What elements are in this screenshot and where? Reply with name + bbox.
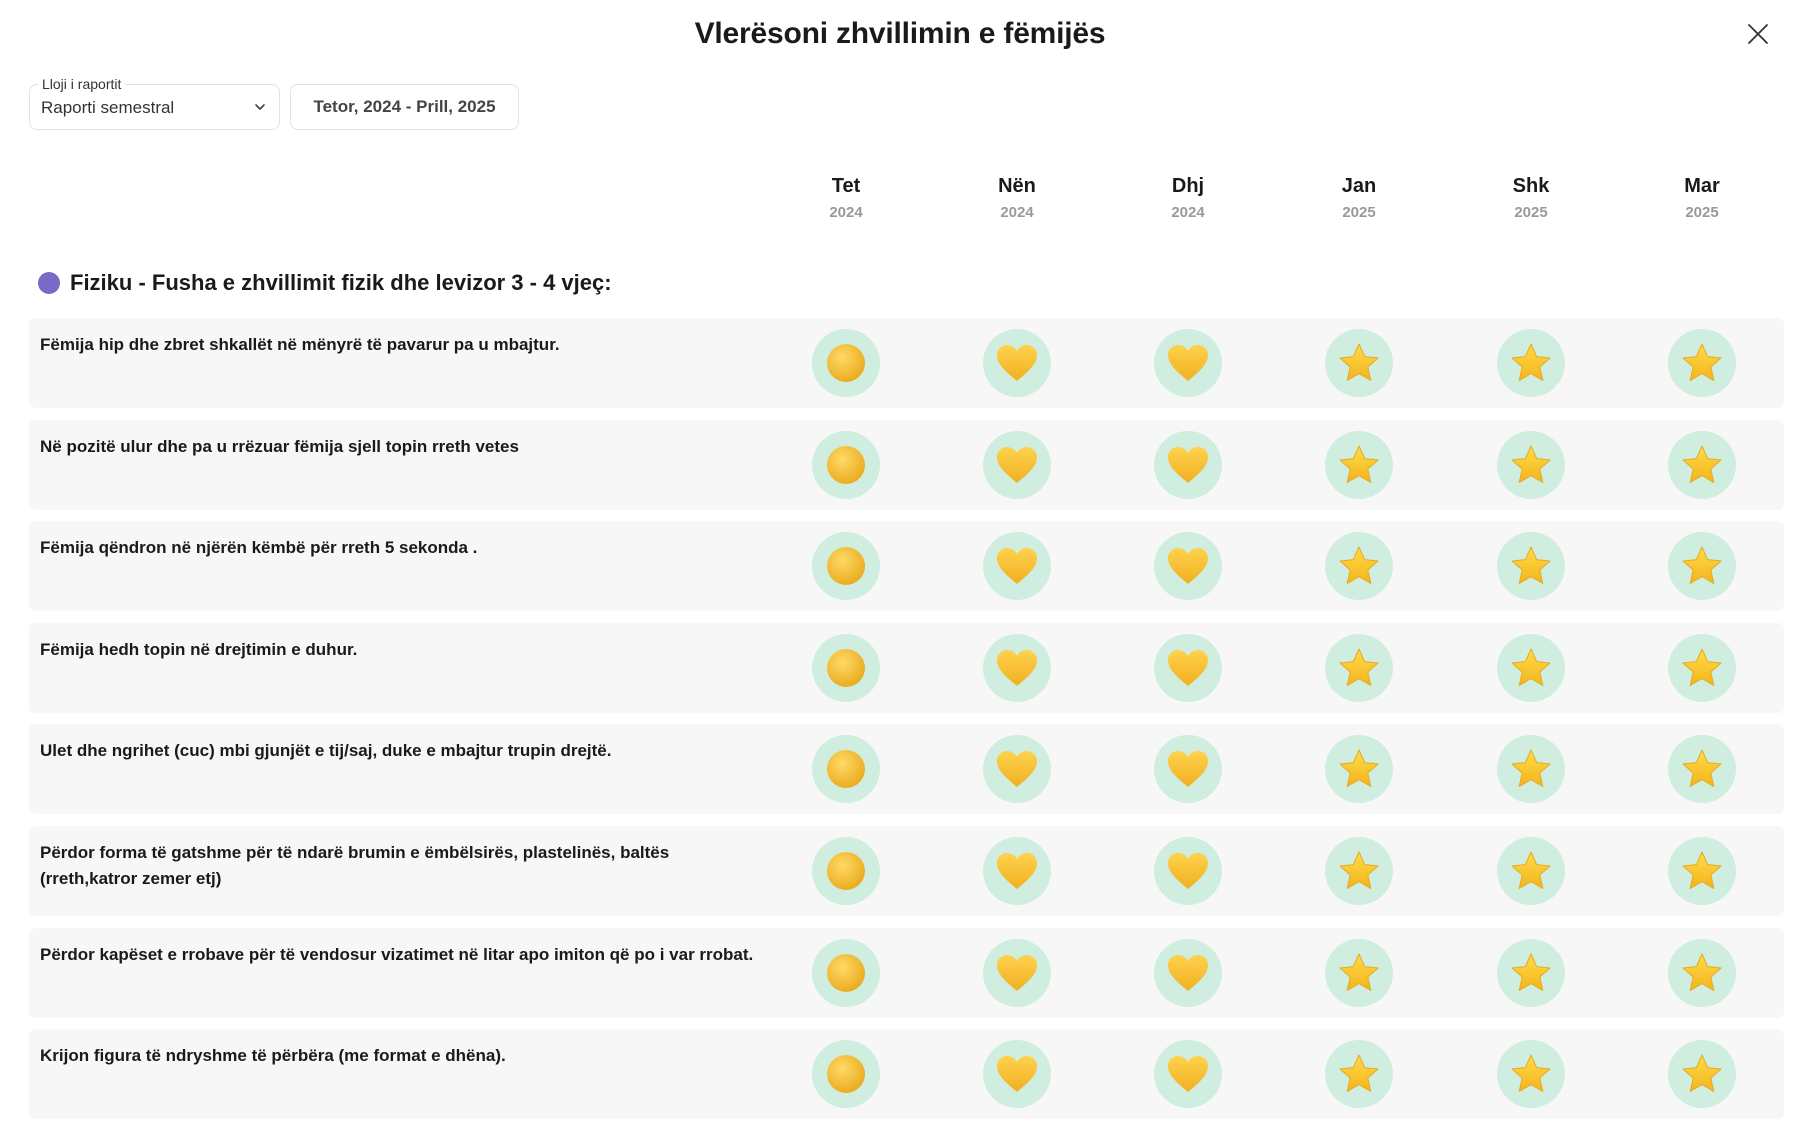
circle-icon xyxy=(825,1053,867,1095)
heart-icon xyxy=(995,953,1039,993)
heart-icon xyxy=(995,648,1039,688)
circle-icon xyxy=(825,850,867,892)
criterion-label: Fëmija hip dhe zbret shkallët në mënyrë të pavarur pa u mbajtur. xyxy=(40,335,560,354)
rating-cell[interactable] xyxy=(983,837,1051,905)
filters-bar xyxy=(29,76,519,130)
report-type-value: Raporti semestral xyxy=(41,98,175,117)
month-column-header xyxy=(1128,172,1248,221)
star-icon xyxy=(1337,341,1381,385)
criterion-row xyxy=(29,928,1784,1018)
heart-icon xyxy=(1166,1054,1210,1094)
criterion-label: Në pozitë ulur dhe pa u rrëzuar fëmija sjell topin rreth vetes xyxy=(40,436,519,456)
circle-icon xyxy=(825,952,867,994)
month-name: Shk xyxy=(1512,175,1550,197)
star-icon xyxy=(1337,443,1381,487)
criterion-label: Përdor forma të gatshme për të ndarë brumin e ëmbëlsirës, plastelinës, baltës (rreth,katror zemer etj) xyxy=(40,842,670,888)
criterion-row xyxy=(29,724,1784,814)
star-icon xyxy=(1680,443,1724,487)
criterion-row xyxy=(29,521,1784,611)
month-year: 2024 xyxy=(1171,204,1205,221)
circle-icon xyxy=(825,444,867,486)
criterion-label: Përdor kapëset e rrobave për të vendosur vizatimet në litar apo imiton që po i var rrobat. xyxy=(40,944,754,964)
star-icon xyxy=(1509,849,1553,893)
rating-cell[interactable] xyxy=(1325,431,1393,499)
rating-cell[interactable] xyxy=(1668,837,1736,905)
rating-cell[interactable] xyxy=(1325,634,1393,702)
rating-cell[interactable] xyxy=(1497,634,1565,702)
rating-cell[interactable] xyxy=(1325,939,1393,1007)
rating-cell[interactable] xyxy=(812,1040,880,1108)
criterion-label: Krijon figura të ndryshme të përbëra (me format e dhëna). xyxy=(40,1046,506,1066)
rating-cell[interactable] xyxy=(1668,1040,1736,1108)
close-button[interactable] xyxy=(1740,16,1776,52)
rating-cell[interactable] xyxy=(1325,532,1393,600)
heart-icon xyxy=(1166,953,1210,993)
rating-cell[interactable] xyxy=(812,329,880,397)
circle-icon xyxy=(825,342,867,384)
month-year: 2024 xyxy=(1000,204,1034,221)
month-name: Tet xyxy=(831,175,861,197)
month-column-header xyxy=(1299,172,1419,221)
heart-icon xyxy=(1166,445,1210,485)
rating-cell[interactable] xyxy=(1154,735,1222,803)
criterion-row xyxy=(29,318,1784,408)
rating-cell[interactable] xyxy=(1154,532,1222,600)
star-icon xyxy=(1680,849,1724,893)
star-icon xyxy=(1509,1052,1553,1096)
rating-cell[interactable] xyxy=(812,939,880,1007)
rating-cell[interactable] xyxy=(1154,634,1222,702)
month-name: Dhj xyxy=(1171,175,1205,197)
heart-icon xyxy=(1166,749,1210,789)
heart-icon xyxy=(1166,851,1210,891)
criterion-row xyxy=(29,1029,1784,1119)
criterion-label: Fëmija qëndron në njërën këmbë për rreth 5 sekonda . xyxy=(40,538,478,558)
close-icon xyxy=(1746,22,1770,46)
rating-cell[interactable] xyxy=(1668,431,1736,499)
section-color-dot xyxy=(38,272,60,294)
star-icon xyxy=(1337,646,1381,690)
criteria-list xyxy=(29,318,1784,1122)
heart-icon xyxy=(1166,546,1210,586)
heart-icon xyxy=(995,851,1039,891)
star-icon xyxy=(1337,849,1381,893)
month-name: Jan xyxy=(1341,175,1377,197)
rating-cell[interactable] xyxy=(1668,735,1736,803)
rating-cell[interactable] xyxy=(812,431,880,499)
rating-cell[interactable] xyxy=(1154,837,1222,905)
month-column-header xyxy=(786,172,906,221)
rating-cell[interactable] xyxy=(1497,431,1565,499)
rating-cell[interactable] xyxy=(983,634,1051,702)
rating-cell[interactable] xyxy=(1497,939,1565,1007)
heart-icon xyxy=(1166,343,1210,383)
star-icon xyxy=(1337,1052,1381,1096)
month-column-header xyxy=(1471,172,1591,221)
month-name: Mar xyxy=(1684,175,1720,197)
rating-cell[interactable] xyxy=(1154,329,1222,397)
rating-cell[interactable] xyxy=(1154,431,1222,499)
star-icon xyxy=(1509,544,1553,588)
circle-icon xyxy=(825,748,867,790)
heart-icon xyxy=(995,1054,1039,1094)
section-title: Fiziku - Fusha e zhvillimit fizik dhe levizor 3 - 4 vjeç: xyxy=(70,270,612,295)
rating-cell[interactable] xyxy=(812,837,880,905)
star-icon xyxy=(1680,1052,1724,1096)
month-name: Nën xyxy=(998,175,1036,197)
heart-icon xyxy=(995,343,1039,383)
criterion-row xyxy=(29,420,1784,510)
rating-cell[interactable] xyxy=(1497,1040,1565,1108)
heart-icon xyxy=(995,445,1039,485)
star-icon xyxy=(1680,544,1724,588)
report-type-select[interactable] xyxy=(29,76,280,130)
star-icon xyxy=(1509,951,1553,995)
star-icon xyxy=(1509,646,1553,690)
rating-cell[interactable] xyxy=(812,634,880,702)
circle-icon xyxy=(825,647,867,689)
rating-cell[interactable] xyxy=(1325,735,1393,803)
month-year: 2024 xyxy=(829,204,863,221)
section-header xyxy=(38,270,612,296)
circle-icon xyxy=(825,545,867,587)
rating-cell[interactable] xyxy=(1497,735,1565,803)
chevron-down-icon xyxy=(252,99,268,115)
star-icon xyxy=(1337,747,1381,791)
month-column-header xyxy=(957,172,1077,221)
star-icon xyxy=(1680,646,1724,690)
star-icon xyxy=(1337,951,1381,995)
rating-cell[interactable] xyxy=(983,532,1051,600)
criterion-row xyxy=(29,623,1784,713)
rating-cell[interactable] xyxy=(1668,634,1736,702)
rating-cell[interactable] xyxy=(1325,1040,1393,1108)
rating-cell[interactable] xyxy=(983,431,1051,499)
heart-icon xyxy=(1166,648,1210,688)
criterion-label: Fëmija hedh topin në drejtimin e duhur. xyxy=(40,639,358,659)
modal-title: Vlerësoni zhvillimin e fëmijës xyxy=(694,17,1106,50)
criterion-label: Ulet dhe ngrihet (cuc) mbi gjunjët e tij/saj, duke e mbajtur trupin drejtë. xyxy=(40,741,612,761)
date-range-button[interactable]: Tetor, 2024 - Prill, 2025 xyxy=(290,84,519,130)
rating-cell[interactable] xyxy=(1325,329,1393,397)
month-year: 2025 xyxy=(1342,204,1376,221)
star-icon xyxy=(1337,544,1381,588)
report-type-label: Lloji i raportit xyxy=(38,76,125,92)
rating-cell[interactable] xyxy=(983,735,1051,803)
star-icon xyxy=(1509,341,1553,385)
month-header xyxy=(0,172,1800,232)
rating-cell[interactable] xyxy=(1497,532,1565,600)
heart-icon xyxy=(995,749,1039,789)
heart-icon xyxy=(995,546,1039,586)
star-icon xyxy=(1680,341,1724,385)
rating-cell[interactable] xyxy=(1668,329,1736,397)
rating-cell[interactable] xyxy=(1154,1040,1222,1108)
rating-cell[interactable] xyxy=(1497,329,1565,397)
star-icon xyxy=(1509,443,1553,487)
star-icon xyxy=(1680,747,1724,791)
rating-cell[interactable] xyxy=(812,735,880,803)
rating-cell[interactable] xyxy=(1668,532,1736,600)
criterion-row xyxy=(29,826,1784,916)
rating-cell[interactable] xyxy=(1325,837,1393,905)
star-icon xyxy=(1509,747,1553,791)
rating-cell[interactable] xyxy=(1154,939,1222,1007)
month-column-header xyxy=(1642,172,1762,221)
month-year: 2025 xyxy=(1514,204,1548,221)
rating-cell[interactable] xyxy=(812,532,880,600)
month-year: 2025 xyxy=(1685,204,1719,221)
rating-cell[interactable] xyxy=(1668,939,1736,1007)
star-icon xyxy=(1680,951,1724,995)
rating-cell[interactable] xyxy=(983,329,1051,397)
rating-cell[interactable] xyxy=(983,939,1051,1007)
rating-cell[interactable] xyxy=(1497,837,1565,905)
rating-cell[interactable] xyxy=(983,1040,1051,1108)
